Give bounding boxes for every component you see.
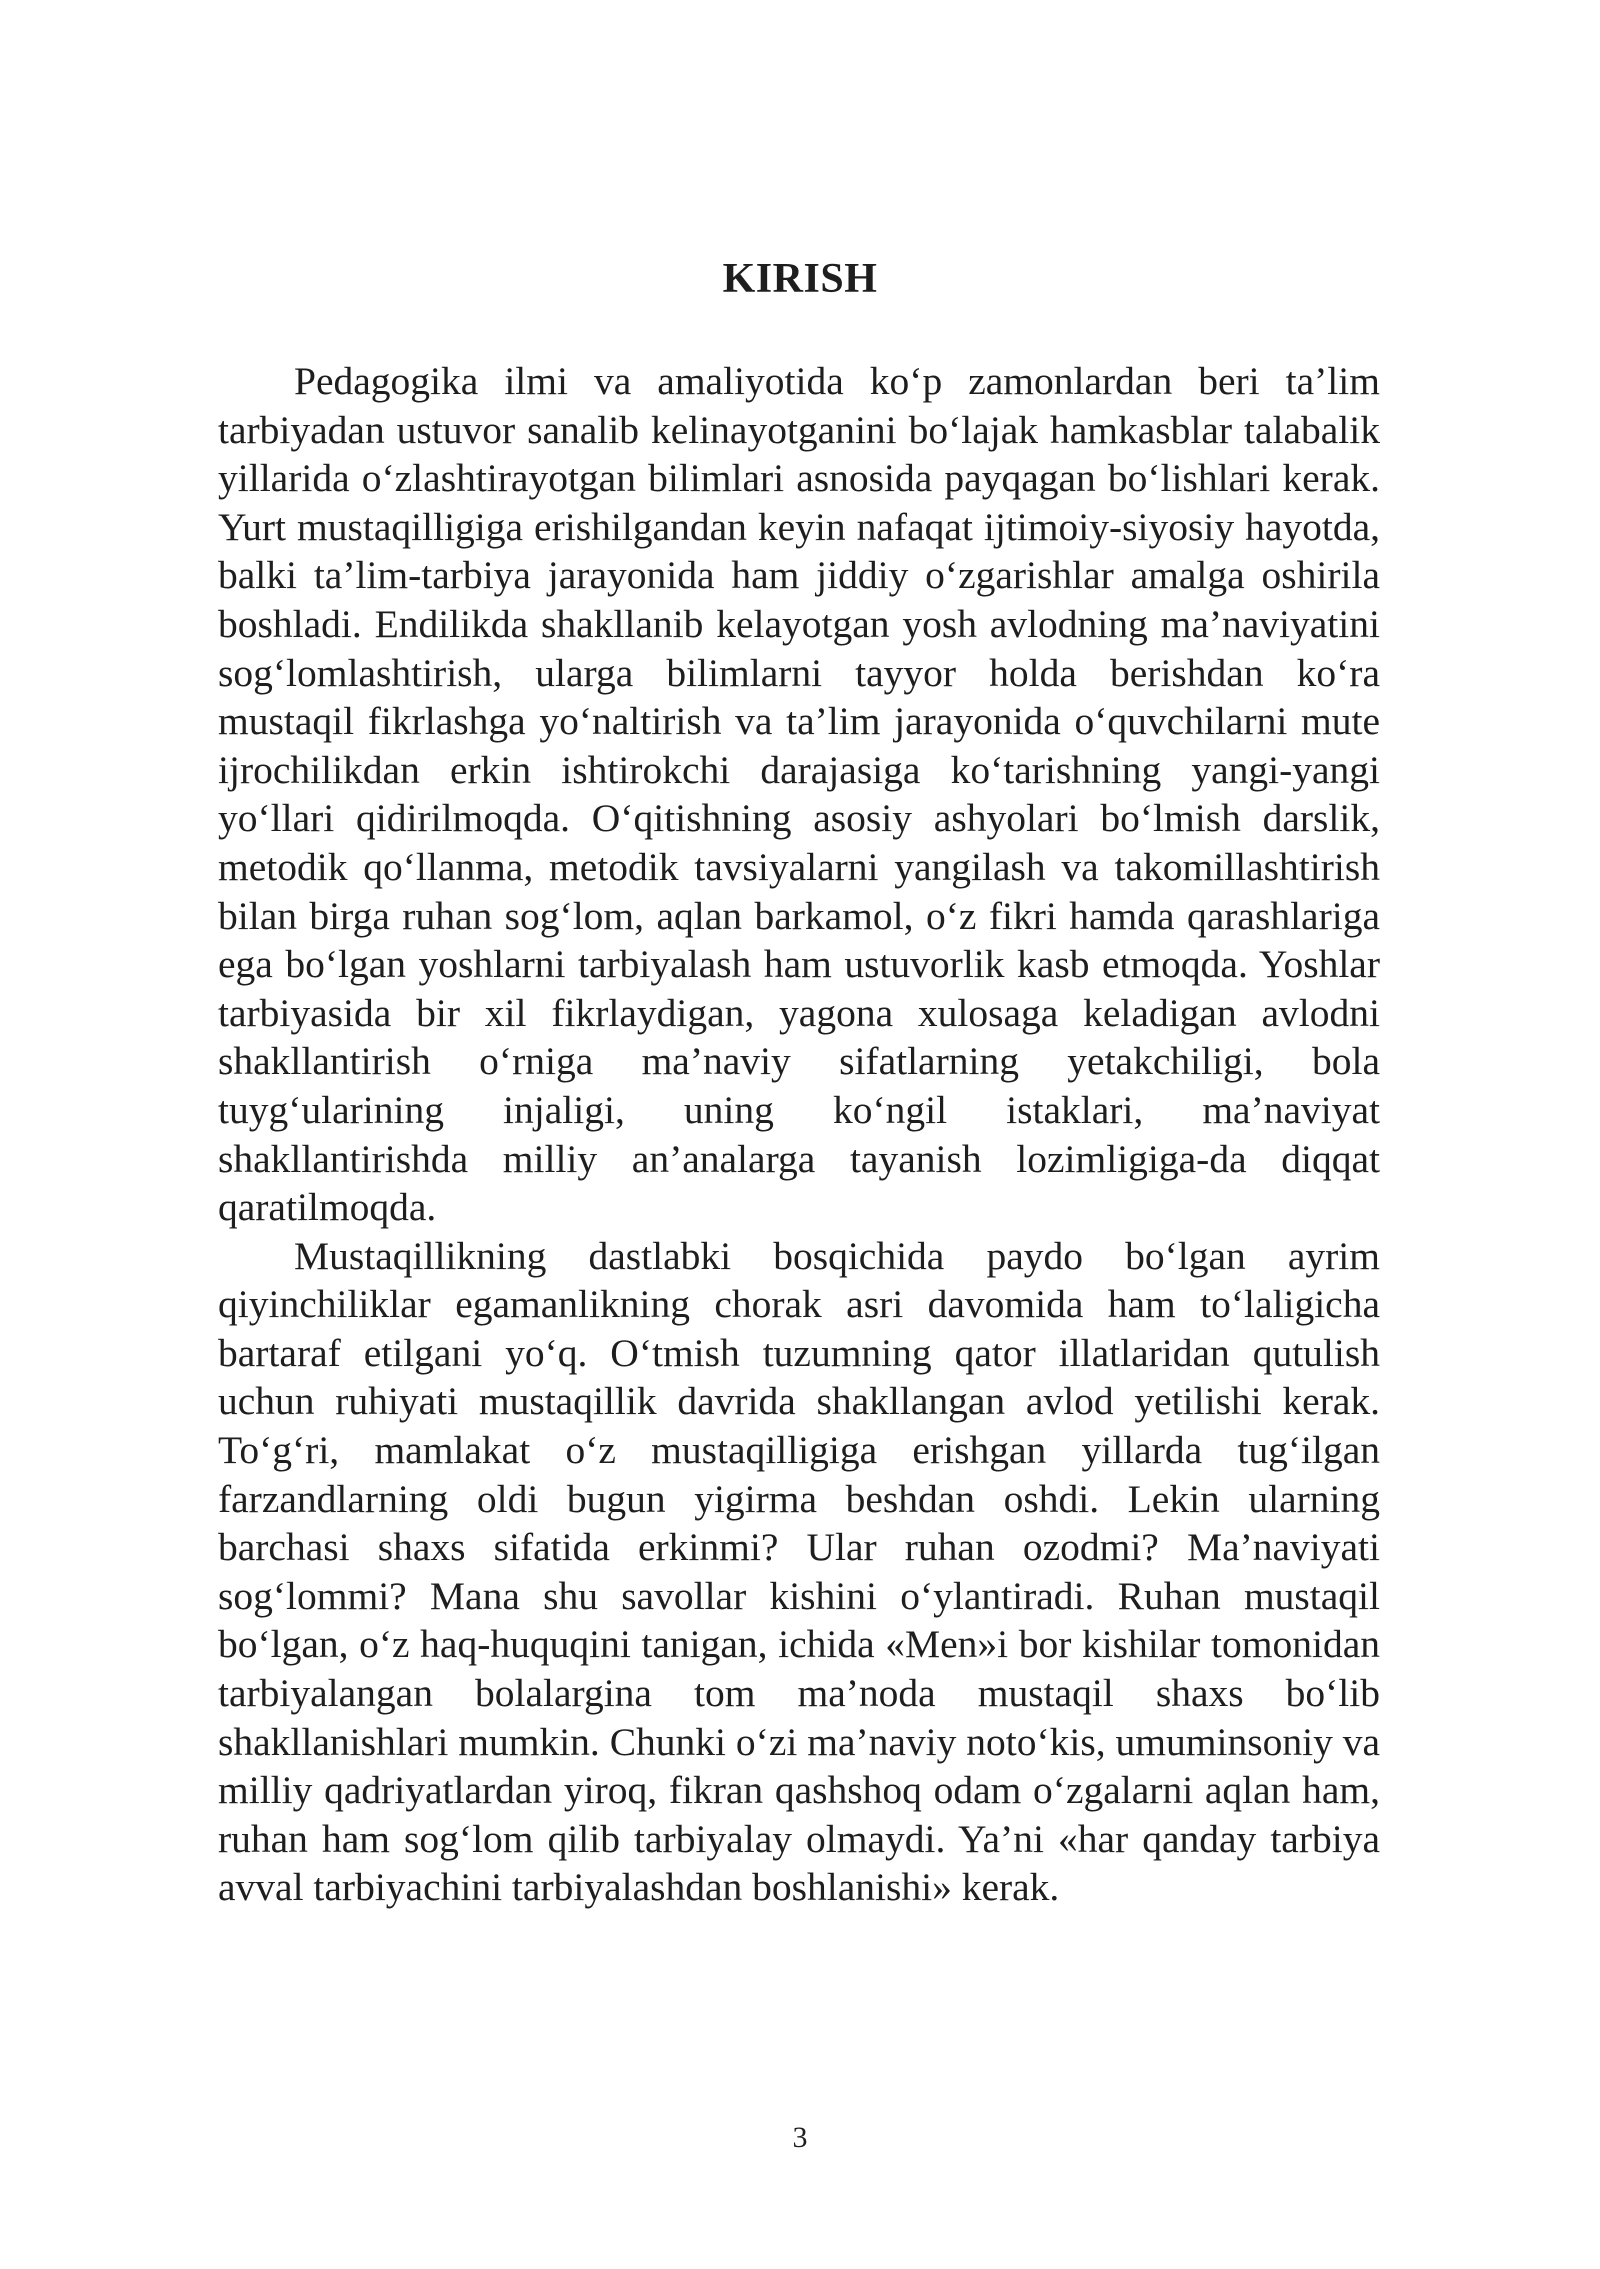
paragraph-1: Pedagogika ilmi va amaliyotida ko‘p zamonlardan beri ta’lim tarbiyadan ustuvor sanalib kelinayotganini bo‘lajak hamkasblar talabalik yillarida o‘zlashtirayotgan bilimlari asnosida payqagan bo‘lishlari kerak. Yurt mustaqilligiga erishilgandan keyin nafaqat ijtimoiy-siyosiy hayotda, balki ta’lim-tarbiya jarayonida ham jiddiy o‘zgarishlar amalga oshirila boshladi. Endilikda shakllanib kelayotgan yosh avlodning ma’naviyatini sog‘lomlashtirish, ularga bilimlarni tayyor holda berishdan ko‘ra mustaqil fikrlashga yo‘naltirish va ta’lim jarayonida o‘quvchilarni mute ijrochilikdan erkin ishtirokchi darajasiga ko‘tarishning yangi-yangi yo‘llari qidirilmoqda. O‘qitishning asosiy ashyolari bo‘lmish darslik, metodik qo‘llanma, metodik tavsiyalarni yangilash va takomillashtirish bilan birga ruhan sog‘lom, aqlan barkamol, o‘z fikri hamda qarashlariga ega bo‘lgan yoshlarni tarbiyalash ham ustuvorlik kasb etmoqda. Yoshlar tarbiyasida bir xil fikrlaydigan, yagona xulosaga keladigan avlodni shakllantirish o‘rniga ma’naviy sifatlarning yetakchiligi, bola tuyg‘ularining injaligi, uning ko‘ngil istaklari, ma’naviyat shakllantirishda milliy an’analarga tayanish lozimligiga-da diqqat qaratilmoqda. xyxy=(218,359,1380,1230)
chapter-title: KIRISH xyxy=(722,256,878,302)
paragraph-2: Mustaqillikning dastlabki bosqichida paydo bo‘lgan ayrim qiyinchiliklar egamanlikning chorak asri davomida ham to‘laligicha bartaraf etilgani yo‘q. O‘tmish tuzumning qator illatlaridan qutulish uchun ruhiyati mustaqillik davrida shakllangan avlod yetilishi kerak. To‘g‘ri, mamlakat o‘z mustaqilligiga erishgan yillarda tug‘ilgan farzandlarning oldi bugun yigirma beshdan oshdi. Lekin ularning barchasi shaxs sifatida erkinmi? Ular ruhan ozodmi? Ma’naviyati sog‘lommi? Mana shu savollar kishini o‘ylantiradi. Ruhan mustaqil bo‘lgan, o‘z haq-huquqini tanigan, ichida «Men»i bor kishilar tomonidan tarbiyalangan bolalargina tom ma’noda mustaqil shaxs bo‘lib shakllanishlari mumkin. Chunki o‘zi ma’naviy noto‘kis, umuminsoniy va milliy qadriyatlardan yiroq, fikran qashshoq odam o‘zgalarni aqlan ham, ruhan ham sog‘lom qilib tarbiyalay olmaydi. Ya’ni «har qanday tarbiya avval tarbiyachini tarbiyalashdan boshlanishi» kerak. xyxy=(218,1233,1380,1910)
body-text xyxy=(218,357,1380,1912)
page-number: 3 xyxy=(792,2121,808,2154)
